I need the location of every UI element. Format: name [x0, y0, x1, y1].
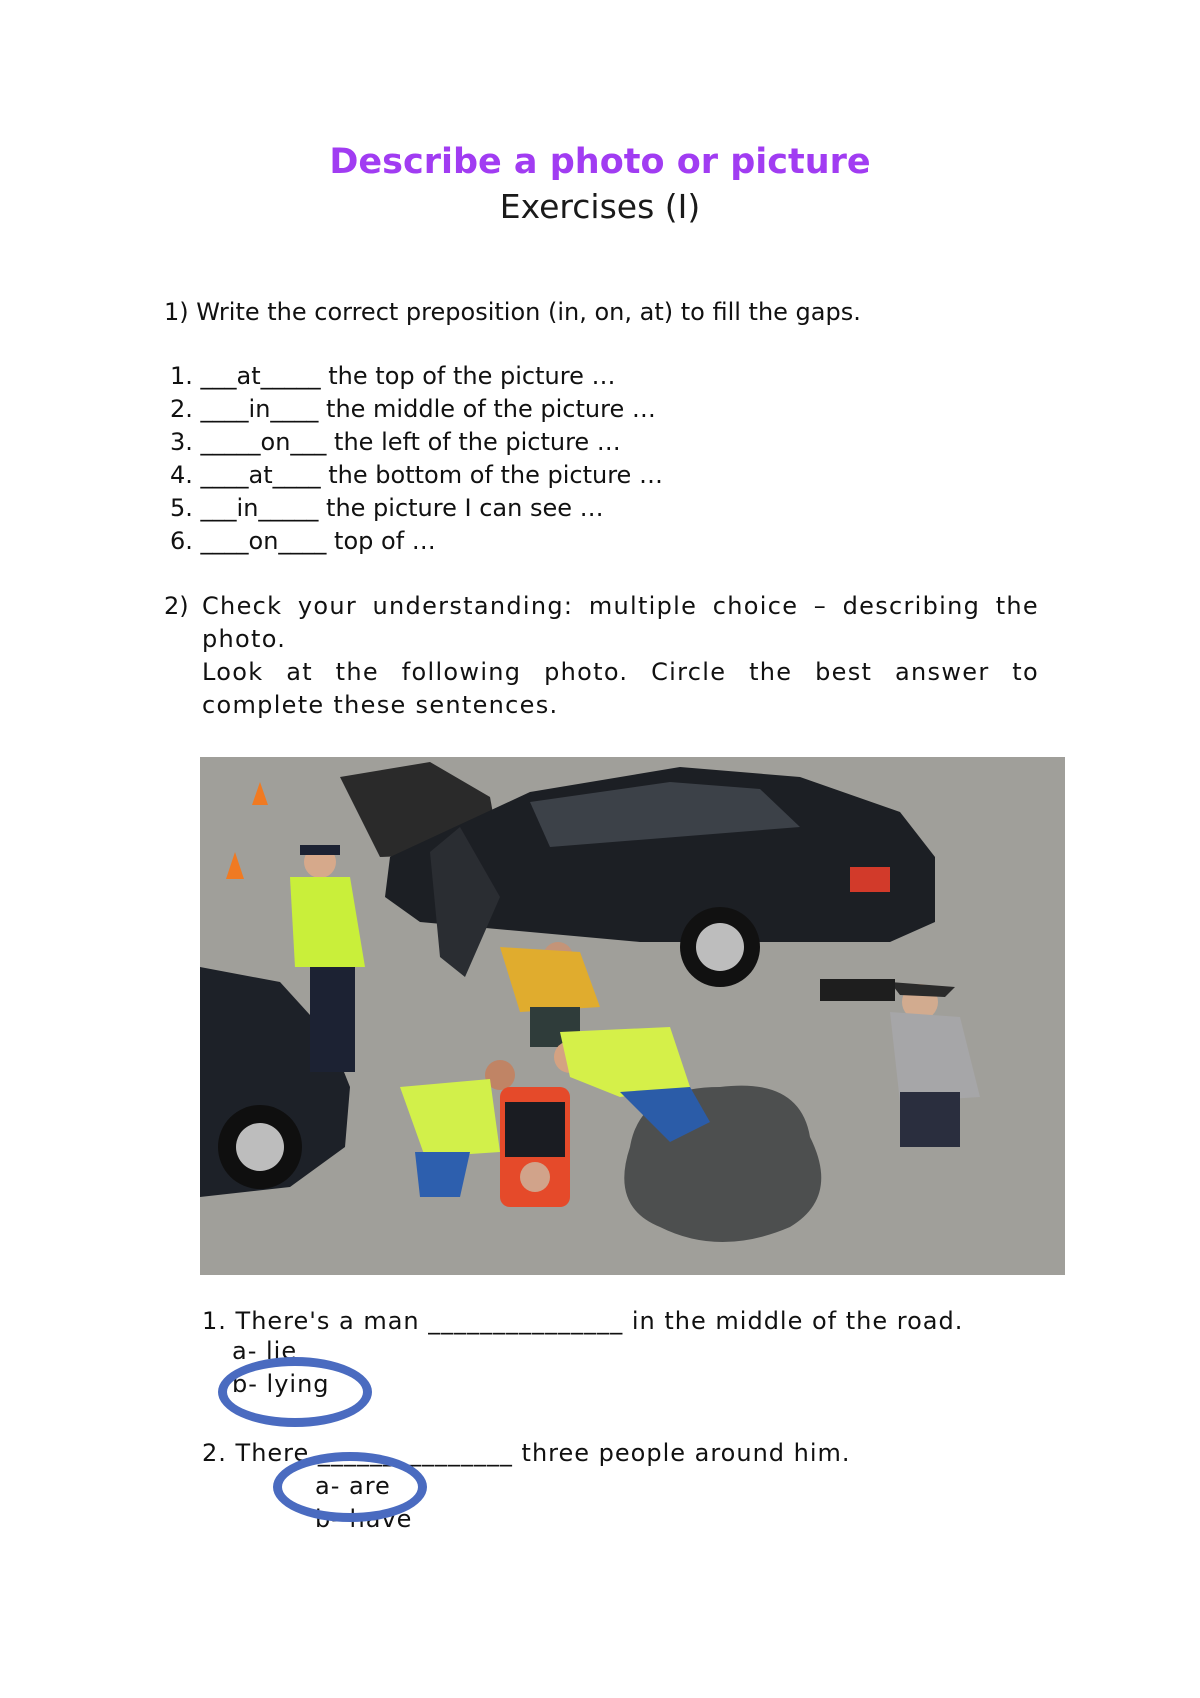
answer-circle [273, 1452, 427, 1522]
exercise2-line2: Look at the following photo. Circle the best answer to complete these sentences. [202, 658, 1039, 719]
exercise2-instruction [164, 590, 1039, 722]
exercise2-line1: Check your understanding: multiple choice – describing the photo. [202, 592, 1039, 653]
page-subtitle: Exercises (I) [499, 187, 701, 226]
exercise2-number: 2) [164, 592, 189, 620]
question-1-stem: 1. There's a man _______________ in the middle of the road. [202, 1307, 964, 1335]
exercise1-list [170, 360, 663, 558]
list-item: 4. ____at____ the bottom of the picture … [170, 461, 663, 489]
question-1-option-a[interactable]: a- lie [232, 1337, 298, 1365]
question-2-stem: 2. There _______________ three people around him. [202, 1439, 851, 1467]
question-1-option-b[interactable]: b- lying [232, 1370, 330, 1398]
exercise1-instruction: 1) Write the correct preposition (in, on, at) to fill the gaps. [164, 298, 861, 326]
list-item: 6. ____on____ top of … [170, 527, 436, 555]
list-item: 5. ___in_____ the picture I can see … [170, 494, 604, 522]
question-2-option-b[interactable]: b- have [315, 1505, 413, 1533]
page-title: Describe a photo or picture [329, 142, 871, 182]
answer-circle [218, 1357, 372, 1427]
question-2-option-a[interactable]: a- are [315, 1472, 391, 1500]
accident-photo [200, 757, 1065, 1275]
list-item: 2. ____in____ the middle of the picture … [170, 395, 656, 423]
list-item: 3. _____on___ the left of the picture … [170, 428, 621, 456]
list-item: 1. ___at_____ the top of the picture … [170, 362, 616, 390]
